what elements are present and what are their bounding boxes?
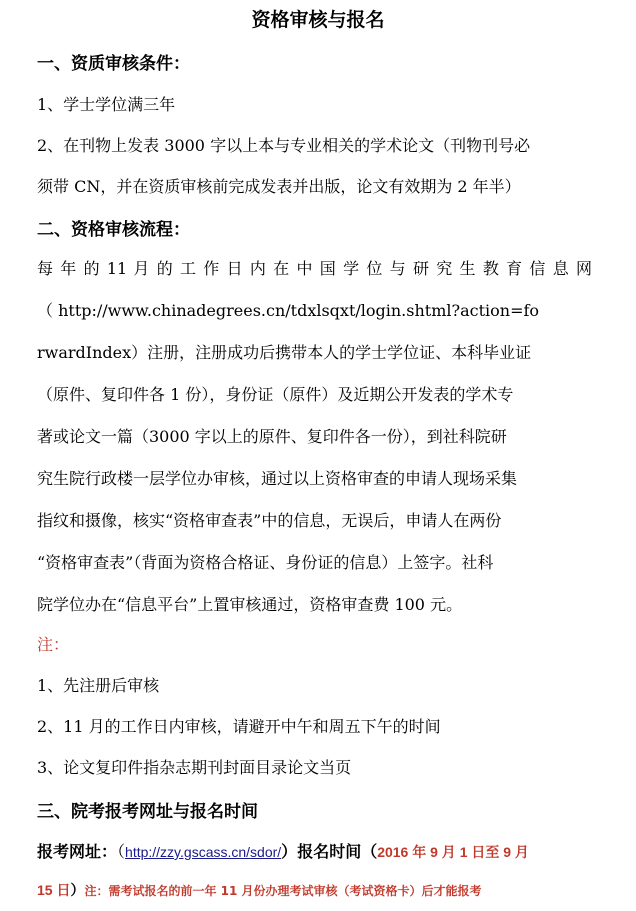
section2-paragraph-line: rwardIndex）注册，注册成功后携带本人的学士学位证、本科毕业证 [37, 343, 532, 362]
notes-label: 注： [37, 635, 70, 654]
registration-warning: 注：需考试报名的前一年 11 月份办理考试审核（考试资格卡）后才能报考 [84, 884, 482, 898]
registration-time-end: 15 日 [37, 882, 71, 898]
time-close-paren: ） [70, 883, 85, 899]
section2-paragraph-line: “资格审查表”（背面为资格合格证、身份证的信息）上签字。社科 [37, 553, 494, 572]
section2-paragraph-line: 院学位办在“信息平台”上置审核通过，资格审查费 100 元。 [37, 595, 463, 614]
registration-url-link[interactable]: http://zzy.gscass.cn/sdor/ [125, 844, 282, 860]
url-label: 报考网址： [37, 842, 118, 861]
registration-time-range: 2016 年 9 月 1 日至 9 月 [377, 844, 529, 860]
section3-heading: 三、院考报考网址与报名时间 [37, 802, 258, 822]
section1-item-1: 1、学士学位满三年 [37, 95, 176, 114]
section2-heading: 二、资格审核流程： [37, 220, 190, 240]
note-item-1: 1、先注册后审核 [37, 676, 160, 695]
section2-paragraph-line: 每 年 的 11 月 的 工 作 日 内 在 中 国 学 位 与 研 究 生 教 育 信 息 网 [37, 259, 592, 278]
section1-heading: 一、资质审核条件： [37, 54, 190, 74]
url-close-paren: ） [281, 842, 298, 861]
section2-paragraph-line: 著或论文一篇（3000 字以上的原件、复印件各一份），到社科院研 [37, 427, 507, 446]
section1-item-2-line-1: 2、在刊物上发表 3000 字以上本与专业相关的学术论文（刊物刊号必 [37, 136, 531, 155]
time-label: 报名时间（ [297, 842, 378, 861]
note-item-3: 3、论文复印件指杂志期刊封面目录论文当页 [37, 758, 352, 777]
section2-paragraph-line: 究生院行政楼一层学位办审核，通过以上资格审查的申请人现场采集 [37, 469, 518, 488]
url-open-paren: （ [117, 842, 126, 861]
page-title: 资格审核与报名 [251, 9, 385, 31]
section1-item-2-line-2: 须带 CN，并在资质审核前完成发表并出版，论文有效期为 2 年半） [37, 177, 521, 196]
section2-paragraph-line: （ http://www.chinadegrees.cn/tdxlsqxt/login.shtml?action=fo [37, 301, 540, 320]
section2-paragraph-line: 指纹和摄像，核实“资格审查表”中的信息，无误后，申请人在两份 [37, 511, 502, 530]
note-item-2: 2、11 月的工作日内审核，请避开中午和周五下午的时间 [37, 717, 441, 736]
section2-paragraph-line: （原件、复印件各 1 份），身份证（原件）及近期公开发表的学术专 [37, 385, 514, 404]
registration-line [37, 839, 529, 862]
registration-line-2 [37, 880, 482, 900]
